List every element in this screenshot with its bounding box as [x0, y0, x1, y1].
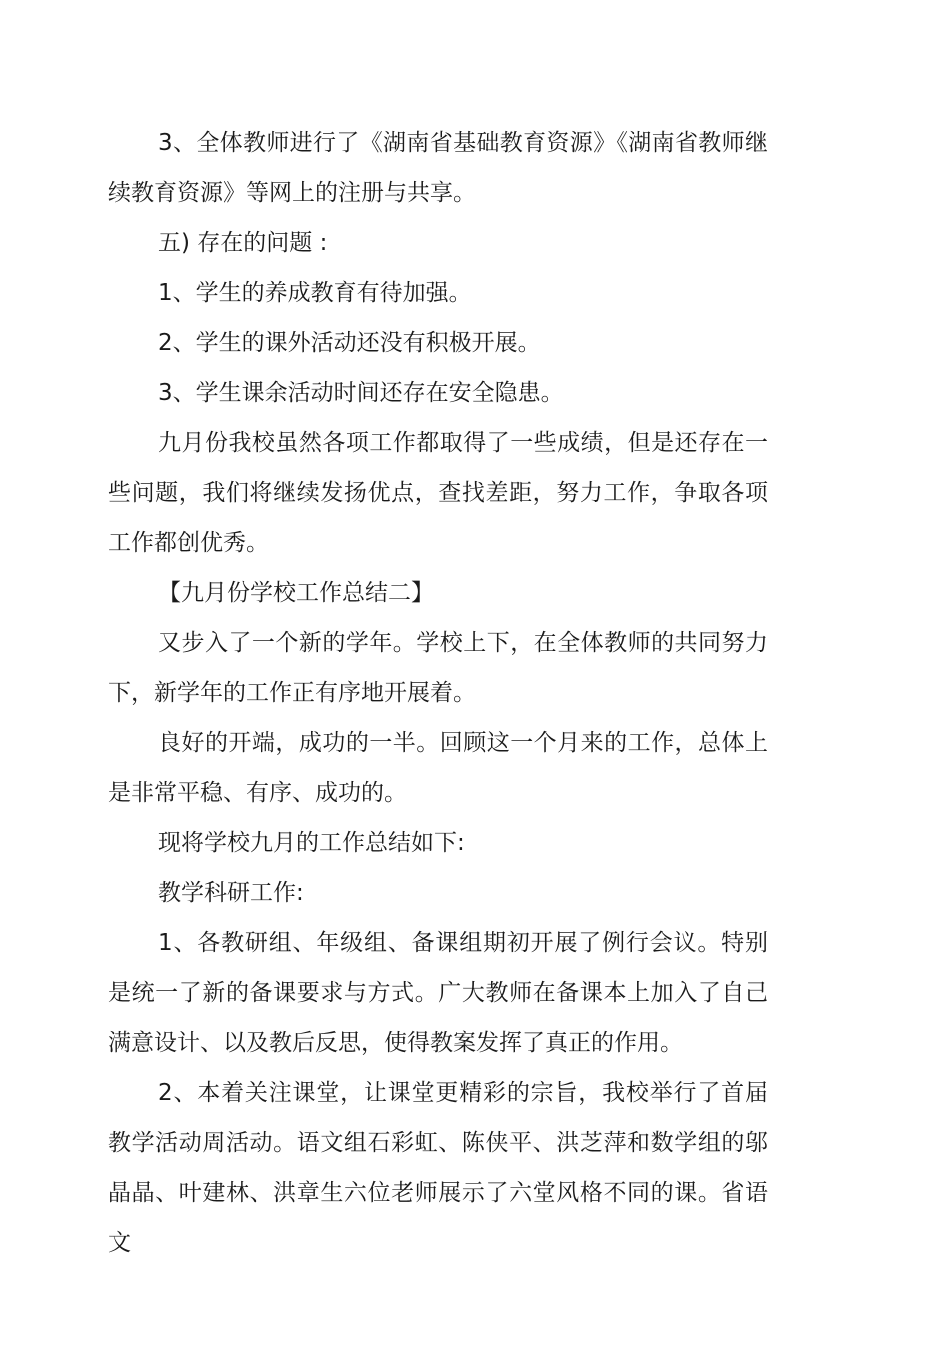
paragraph-problem-3: 3、学生课余活动时间还存在安全隐患。 [158, 380, 564, 406]
paragraph-september-summary: 九月份我校虽然各项工作都取得了一些成绩，但是还存在一些问题，我们将继续发扬优点，查找差距，努力工作，争取各项工作都创优秀。 [108, 430, 768, 556]
paragraph-existing-problems-heading: 五) 存在的问题 : [158, 230, 328, 256]
paragraph-research-item-1: 1、各教研组、年级组、备课组期初开展了例行会议。特别是统一了新的备课要求与方式。广大教师在备课本上加入了自己满意设计、以及教后反思，使得教案发挥了真正的作用。 [108, 930, 768, 1056]
document-body [108, 118, 768, 1268]
paragraph-teacher-registration: 3、全体教师进行了《湖南省基础教育资源》《湖南省教师继续教育资源》等网上的注册与共享。 [108, 130, 768, 206]
paragraph-research-item-2: 2、本着关注课堂，让课堂更精彩的宗旨，我校举行了首届教学活动周活动。语文组石彩虹、陈侠平、洪芝萍和数学组的邬晶晶、叶建林、洪章生六位老师展示了六堂风格不同的课。省语文 [108, 1080, 768, 1256]
paragraph-teaching-research-heading: 教学科研工作: [158, 880, 304, 906]
paragraph-problem-1: 1、学生的养成教育有待加强。 [158, 280, 472, 306]
paragraph-summary-intro: 现将学校九月的工作总结如下: [158, 830, 465, 856]
paragraph-new-school-year: 又步入了一个新的学年。学校上下，在全体教师的共同努力下，新学年的工作正有序地开展着。 [108, 630, 768, 706]
section-title-summary-two: 【九月份学校工作总结二】 [158, 580, 434, 606]
paragraph-problem-2: 2、学生的课外活动还没有积极开展。 [158, 330, 541, 356]
paragraph-good-start: 良好的开端，成功的一半。回顾这一个月来的工作，总体上是非常平稳、有序、成功的。 [108, 730, 768, 806]
